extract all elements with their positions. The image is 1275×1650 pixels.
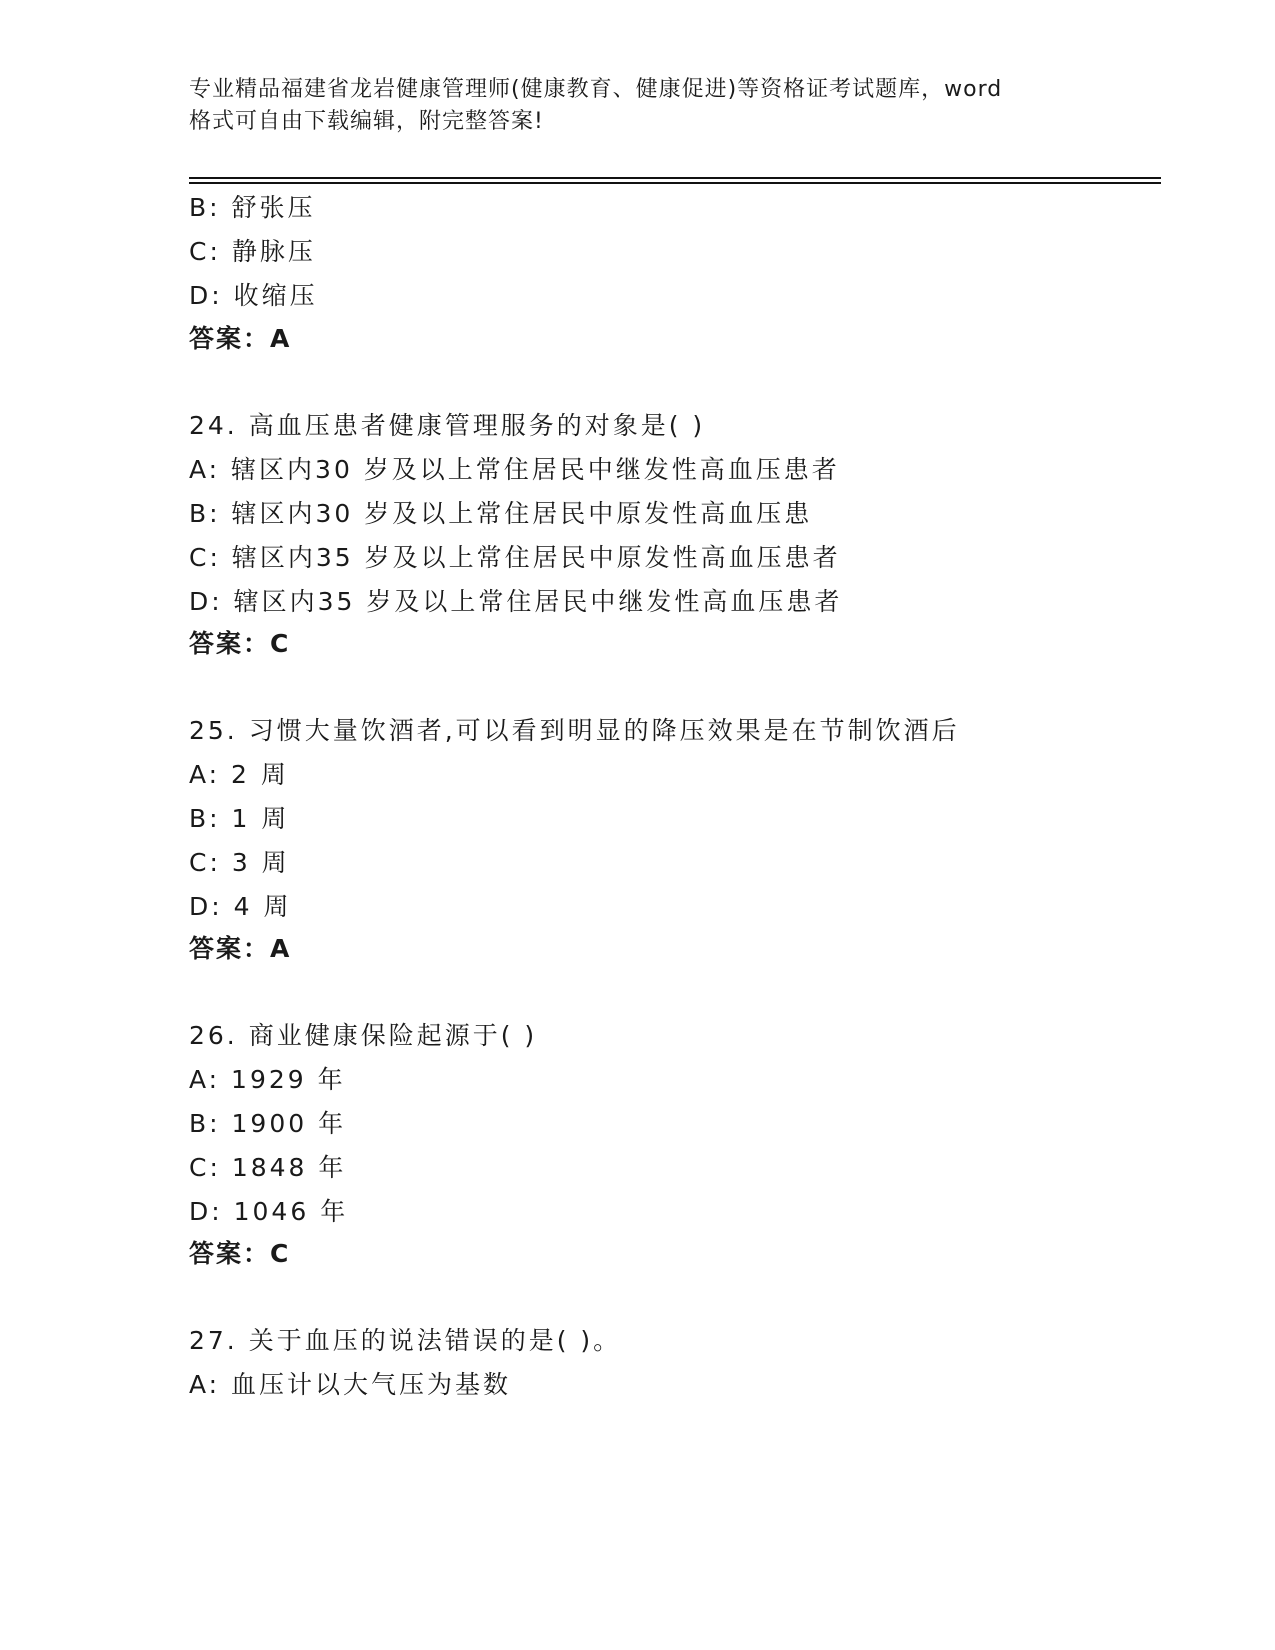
q23-answer: 答案：A [189,324,292,353]
q26-option-c: C: 1848 年 [189,1153,347,1182]
header-divider-bottom [189,182,1161,184]
q27-option-a: A: 血压计以大气压为基数 [189,1370,512,1399]
q26-option-a: A: 1929 年 [189,1065,346,1094]
q25-option-d: D: 4 周 [189,892,292,921]
q26-option-b: B: 1900 年 [189,1109,347,1138]
q24-option-a: A: 辖区内30 岁及以上常住居民中继发性高血压患者 [189,455,840,484]
q27-stem: 27. 关于血压的说法错误的是( )。 [189,1326,622,1355]
q24-stem: 24. 高血压患者健康管理服务的对象是( ) [189,411,706,440]
q26-stem: 26. 商业健康保险起源于( ) [189,1021,538,1050]
q26-answer: 答案：C [189,1239,291,1268]
q26-option-d: D: 1046 年 [189,1197,349,1226]
header-line-2: 格式可自由下载编辑，附完整答案! [189,109,544,134]
q23-option-b: B: 舒张压 [189,193,316,222]
header-line-1: 专业精品福建省龙岩健康管理师(健康教育、健康促进)等资格证考试题库，word [189,77,1003,102]
q23-option-c: C: 静脉压 [189,237,316,266]
q25-option-c: C: 3 周 [189,848,290,877]
header-divider-top [189,177,1161,179]
q23-option-d: D: 收缩压 [189,281,318,310]
q24-option-b: B: 辖区内30 岁及以上常住居民中原发性高血压患 [189,499,813,528]
q25-option-a: A: 2 周 [189,760,289,789]
q24-answer: 答案：C [189,629,291,658]
q24-option-d: D: 辖区内35 岁及以上常住居民中继发性高血压患者 [189,587,843,616]
q24-option-c: C: 辖区内35 岁及以上常住居民中原发性高血压患者 [189,543,841,572]
q25-option-b: B: 1 周 [189,804,290,833]
q25-stem: 25. 习惯大量饮酒者,可以看到明显的降压效果是在节制饮酒后 [189,716,960,745]
document-header [189,74,1089,138]
q25-answer: 答案：A [189,934,292,963]
